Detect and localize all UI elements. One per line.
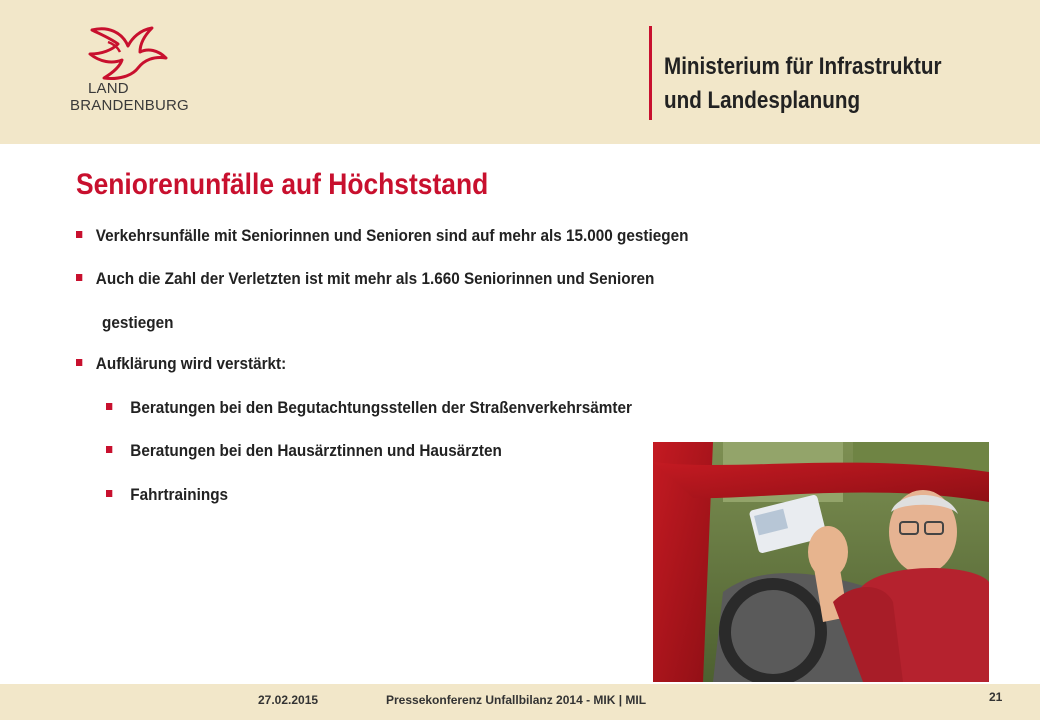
sub-bullet-item [106, 441, 502, 461]
bullet-square-icon [106, 490, 112, 497]
logo-line-land: LAND [88, 80, 129, 97]
page-number: 21 [989, 690, 1003, 704]
sub-bullet-text: Fahrtrainings [130, 485, 229, 504]
sub-bullet-item [106, 398, 632, 418]
senior-driver-photo [653, 442, 989, 682]
sub-bullet-item [106, 485, 228, 505]
bullet-square-icon [76, 359, 82, 366]
bullet-square-icon [76, 274, 82, 281]
bullet-text: Verkehrsunfälle mit Seniorinnen und Senioren sind auf mehr als 15.000 gestiegen [95, 226, 689, 245]
bullet-continuation: gestiegen [102, 313, 174, 332]
sub-bullet-text: Beratungen bei den Hausärztinnen und Hausärzten [130, 441, 502, 460]
logo-line-brandenburg: BRANDENBURG [70, 97, 189, 114]
bullet-text: Aufklärung wird verstärkt: [95, 354, 287, 373]
ministry-line-1: Ministerium für Infrastruktur [664, 53, 942, 80]
bullet-square-icon [76, 231, 82, 238]
photo-illustration [653, 442, 989, 682]
eagle-icon [78, 22, 188, 84]
header-band [0, 0, 1040, 144]
footer-title: Pressekonferenz Unfallbilanz 2014 - MIK | MIL [386, 693, 647, 707]
logo-text [70, 80, 200, 114]
slide-title: Seniorenunfälle auf Höchststand [76, 168, 489, 201]
sub-bullet-text: Beratungen bei den Begutachtungsstellen der Straßenverkehrsämter [130, 398, 632, 417]
bullet-square-icon [106, 446, 112, 453]
header-divider [649, 26, 652, 120]
bullet-text: Auch die Zahl der Verletzten ist mit mehr als 1.660 Seniorinnen und Senioren [95, 269, 655, 288]
bullet-item [76, 354, 286, 374]
footer-date: 27.02.2015 [258, 693, 319, 707]
bullet-item [76, 226, 688, 246]
ministry-name [664, 50, 974, 118]
ministry-line-2: und Landesplanung [664, 87, 861, 114]
bullet-square-icon [106, 403, 112, 410]
bullet-item [76, 269, 654, 289]
land-brandenburg-logo [70, 22, 200, 122]
